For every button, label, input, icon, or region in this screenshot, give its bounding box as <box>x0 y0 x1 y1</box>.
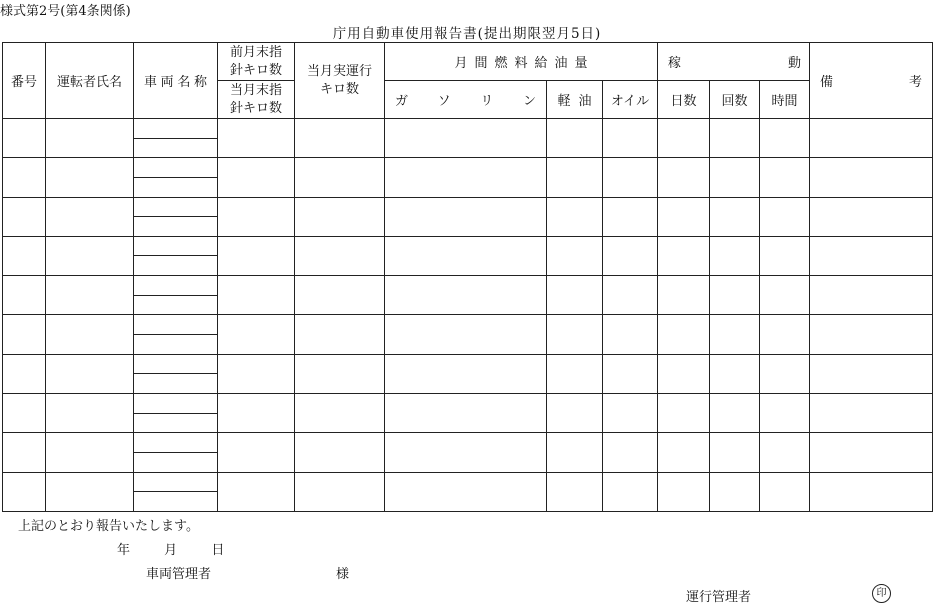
times-cell[interactable] <box>710 393 760 432</box>
gasoline-cell[interactable] <box>385 433 547 472</box>
oil-cell[interactable] <box>603 472 658 511</box>
header-prev-meter-line: 前月末指 <box>229 44 282 60</box>
meter-cell[interactable] <box>218 472 295 511</box>
actual-km-cell[interactable] <box>295 354 385 393</box>
light-oil-cell[interactable] <box>547 354 603 393</box>
oil-cell[interactable] <box>603 393 658 432</box>
table-row <box>3 197 933 217</box>
times-cell[interactable] <box>710 354 760 393</box>
table-row <box>3 315 933 335</box>
driver-name-cell[interactable] <box>46 354 134 393</box>
header-driver-name: 運転者氏名 <box>46 43 134 119</box>
driver-name-cell[interactable] <box>46 197 134 236</box>
gasoline-cell[interactable] <box>385 354 547 393</box>
meter-cell[interactable] <box>218 315 295 354</box>
header-actual-km-line: 当月実運行 <box>306 63 372 79</box>
times-cell[interactable] <box>710 276 760 315</box>
days-cell[interactable] <box>658 433 710 472</box>
header-vehicle-name-char: 車 <box>144 75 158 90</box>
driver-name-cell[interactable] <box>46 393 134 432</box>
actual-km-cell[interactable] <box>295 197 385 236</box>
meter-cell[interactable] <box>218 276 295 315</box>
vehicle-name-cell[interactable] <box>134 433 218 453</box>
table-row <box>3 236 933 256</box>
vehicle-name-sub-cell[interactable] <box>134 177 218 197</box>
header-actual-km <box>295 43 385 119</box>
driver-name-cell[interactable] <box>46 158 134 197</box>
vehicle-name-cell[interactable] <box>134 197 218 217</box>
actual-km-cell[interactable] <box>295 393 385 432</box>
header-light-oil <box>547 81 603 119</box>
header-prev-meter <box>218 43 295 81</box>
actual-km-cell[interactable] <box>295 158 385 197</box>
header-prev-meter-line: 針キロ数 <box>229 62 282 78</box>
hours-cell[interactable] <box>760 433 810 472</box>
remarks-cell[interactable] <box>810 354 933 393</box>
vehicle-name-cell[interactable] <box>134 158 218 178</box>
light-oil-cell[interactable] <box>547 119 603 158</box>
number-cell[interactable] <box>3 393 46 432</box>
driver-name-cell[interactable] <box>46 472 134 511</box>
remarks-cell[interactable] <box>810 315 933 354</box>
header-actual-km-line: キロ数 <box>319 81 359 97</box>
gasoline-cell[interactable] <box>385 119 547 158</box>
report-body <box>3 119 933 512</box>
header-operation-char: 動 <box>788 56 802 71</box>
actual-km-cell[interactable] <box>295 276 385 315</box>
meter-cell[interactable] <box>218 354 295 393</box>
vehicle-name-cell[interactable] <box>134 354 218 374</box>
meter-cell[interactable] <box>218 119 295 158</box>
header-gasoline-char: リ <box>480 94 494 109</box>
vehicle-name-sub-cell[interactable] <box>134 256 218 276</box>
oil-cell[interactable] <box>603 236 658 275</box>
gasoline-cell[interactable] <box>385 315 547 354</box>
days-cell[interactable] <box>658 197 710 236</box>
remarks-cell[interactable] <box>810 236 933 275</box>
number-cell[interactable] <box>3 197 46 236</box>
light-oil-cell[interactable] <box>547 393 603 432</box>
document-title: 庁用自動車使用報告書(提出期限翌月5日) <box>332 26 602 42</box>
header-oil: オイル <box>603 81 658 119</box>
oil-cell[interactable] <box>603 433 658 472</box>
meter-cell[interactable] <box>218 158 295 197</box>
remarks-cell[interactable] <box>810 433 933 472</box>
driver-name-cell[interactable] <box>46 236 134 275</box>
number-cell[interactable] <box>3 236 46 275</box>
header-fuel-char: 月 <box>454 56 468 71</box>
remarks-cell[interactable] <box>810 119 933 158</box>
remarks-cell[interactable] <box>810 472 933 511</box>
actual-km-cell[interactable] <box>295 119 385 158</box>
oil-cell[interactable] <box>603 276 658 315</box>
remarks-cell[interactable] <box>810 393 933 432</box>
header-light-oil-char: 油 <box>578 94 592 109</box>
vehicle-name-sub-cell[interactable] <box>134 217 218 237</box>
table-row <box>3 472 933 492</box>
table-row <box>3 158 933 178</box>
light-oil-cell[interactable] <box>547 433 603 472</box>
driver-name-cell[interactable] <box>46 276 134 315</box>
vehicle-name-cell[interactable] <box>134 315 218 335</box>
actual-km-cell[interactable] <box>295 315 385 354</box>
vehicle-name-cell[interactable] <box>134 393 218 413</box>
light-oil-cell[interactable] <box>547 472 603 511</box>
days-cell[interactable] <box>658 276 710 315</box>
header-fuel-char: 給 <box>534 56 548 71</box>
light-oil-cell[interactable] <box>547 276 603 315</box>
light-oil-cell[interactable] <box>547 197 603 236</box>
number-cell[interactable] <box>3 119 46 158</box>
header-curr-meter-line: 針キロ数 <box>229 100 282 116</box>
header-fuel-char: 油 <box>554 56 568 71</box>
table-row <box>3 276 933 296</box>
vehicle-name-sub-cell[interactable] <box>134 335 218 355</box>
actual-km-cell[interactable] <box>295 472 385 511</box>
table-row <box>3 354 933 374</box>
header-operation <box>658 43 810 81</box>
header-gasoline <box>385 81 547 119</box>
times-cell[interactable] <box>710 236 760 275</box>
hours-cell[interactable] <box>760 276 810 315</box>
table-row <box>3 119 933 139</box>
header-hours: 時間 <box>760 81 810 119</box>
header-days: 日数 <box>658 81 710 119</box>
header-fuel <box>385 43 658 81</box>
vehicle-name-sub-cell[interactable] <box>134 374 218 394</box>
number-cell[interactable] <box>3 354 46 393</box>
hours-cell[interactable] <box>760 472 810 511</box>
vehicle-name-cell[interactable] <box>134 236 218 256</box>
header-gasoline-char: ガ <box>395 94 409 109</box>
hours-cell[interactable] <box>760 158 810 197</box>
vehicle-name-cell[interactable] <box>134 472 218 492</box>
actual-km-cell[interactable] <box>295 433 385 472</box>
header-times: 回数 <box>710 81 760 119</box>
days-cell[interactable] <box>658 236 710 275</box>
gasoline-cell[interactable] <box>385 236 547 275</box>
table-row <box>3 433 933 453</box>
hours-cell[interactable] <box>760 197 810 236</box>
oil-cell[interactable] <box>603 197 658 236</box>
header-fuel-char: 料 <box>514 56 528 71</box>
header-fuel-char: 燃 <box>494 56 508 71</box>
gasoline-cell[interactable] <box>385 158 547 197</box>
days-cell[interactable] <box>658 393 710 432</box>
header-light-oil-char: 軽 <box>557 94 571 109</box>
days-cell[interactable] <box>658 158 710 197</box>
driver-name-cell[interactable] <box>46 433 134 472</box>
times-cell[interactable] <box>710 315 760 354</box>
actual-km-cell[interactable] <box>295 236 385 275</box>
date-line <box>117 539 254 558</box>
gasoline-cell[interactable] <box>385 197 547 236</box>
header-vehicle-name-char: 両 <box>160 75 174 90</box>
report-table <box>2 42 933 512</box>
honorific-label: 様 <box>336 567 350 582</box>
vehicle-name-cell[interactable] <box>134 276 218 296</box>
vehicle-name-sub-cell[interactable] <box>134 295 218 315</box>
header-vehicle-name-char: 称 <box>193 75 207 90</box>
light-oil-cell[interactable] <box>547 236 603 275</box>
days-cell[interactable] <box>658 119 710 158</box>
light-oil-cell[interactable] <box>547 158 603 197</box>
remarks-cell[interactable] <box>810 158 933 197</box>
hours-cell[interactable] <box>760 236 810 275</box>
times-cell[interactable] <box>710 158 760 197</box>
driver-name-cell[interactable] <box>46 119 134 158</box>
vehicle-name-cell[interactable] <box>134 119 218 139</box>
header-remarks-char: 考 <box>909 75 923 90</box>
header-gasoline-char: ン <box>522 94 536 109</box>
form-label: 様式第2号(第4条関係) <box>0 4 131 19</box>
gasoline-cell[interactable] <box>385 472 547 511</box>
oil-cell[interactable] <box>603 158 658 197</box>
number-cell[interactable] <box>3 433 46 472</box>
oil-cell[interactable] <box>603 354 658 393</box>
header-number: 番号 <box>3 43 46 119</box>
remarks-cell[interactable] <box>810 197 933 236</box>
hours-cell[interactable] <box>760 354 810 393</box>
number-cell[interactable] <box>3 315 46 354</box>
meter-cell[interactable] <box>218 393 295 432</box>
operation-manager-label: 運行管理者 <box>686 590 752 605</box>
vehicle-name-sub-cell[interactable] <box>134 413 218 433</box>
vehicle-name-sub-cell[interactable] <box>134 452 218 472</box>
number-cell[interactable] <box>3 472 46 511</box>
number-cell[interactable] <box>3 158 46 197</box>
hours-cell[interactable] <box>760 393 810 432</box>
vehicle-manager-label: 車両管理者 <box>146 567 212 582</box>
gasoline-cell[interactable] <box>385 276 547 315</box>
header-fuel-char: 量 <box>574 56 588 71</box>
meter-cell[interactable] <box>218 433 295 472</box>
light-oil-cell[interactable] <box>547 315 603 354</box>
meter-cell[interactable] <box>218 197 295 236</box>
day-label: 日 <box>211 543 225 558</box>
days-cell[interactable] <box>658 472 710 511</box>
header-curr-meter-line: 当月末指 <box>229 82 282 98</box>
hours-cell[interactable] <box>760 119 810 158</box>
header-operation-char: 稼 <box>668 56 682 71</box>
days-cell[interactable] <box>658 315 710 354</box>
seal-icon: 印 <box>872 584 891 603</box>
header-vehicle-name <box>134 43 218 119</box>
times-cell[interactable] <box>710 119 760 158</box>
hours-cell[interactable] <box>760 315 810 354</box>
times-cell[interactable] <box>710 433 760 472</box>
header-vehicle-name-char: 名 <box>177 75 191 90</box>
month-label: 月 <box>164 543 178 558</box>
vehicle-name-sub-cell[interactable] <box>134 492 218 512</box>
table-row <box>3 393 933 413</box>
days-cell[interactable] <box>658 354 710 393</box>
number-cell[interactable] <box>3 276 46 315</box>
report-statement: 上記のとおり報告いたします。 <box>18 519 199 534</box>
driver-name-cell[interactable] <box>46 315 134 354</box>
vehicle-name-sub-cell[interactable] <box>134 138 218 158</box>
gasoline-cell[interactable] <box>385 393 547 432</box>
times-cell[interactable] <box>710 472 760 511</box>
oil-cell[interactable] <box>603 119 658 158</box>
header-curr-meter <box>218 81 295 119</box>
remarks-cell[interactable] <box>810 276 933 315</box>
header-remarks <box>810 43 933 119</box>
header-remarks-char: 備 <box>820 75 834 90</box>
meter-cell[interactable] <box>218 236 295 275</box>
year-label: 年 <box>117 543 131 558</box>
header-fuel-char: 間 <box>474 56 488 71</box>
header-gasoline-char: ソ <box>437 94 451 109</box>
times-cell[interactable] <box>710 197 760 236</box>
oil-cell[interactable] <box>603 315 658 354</box>
